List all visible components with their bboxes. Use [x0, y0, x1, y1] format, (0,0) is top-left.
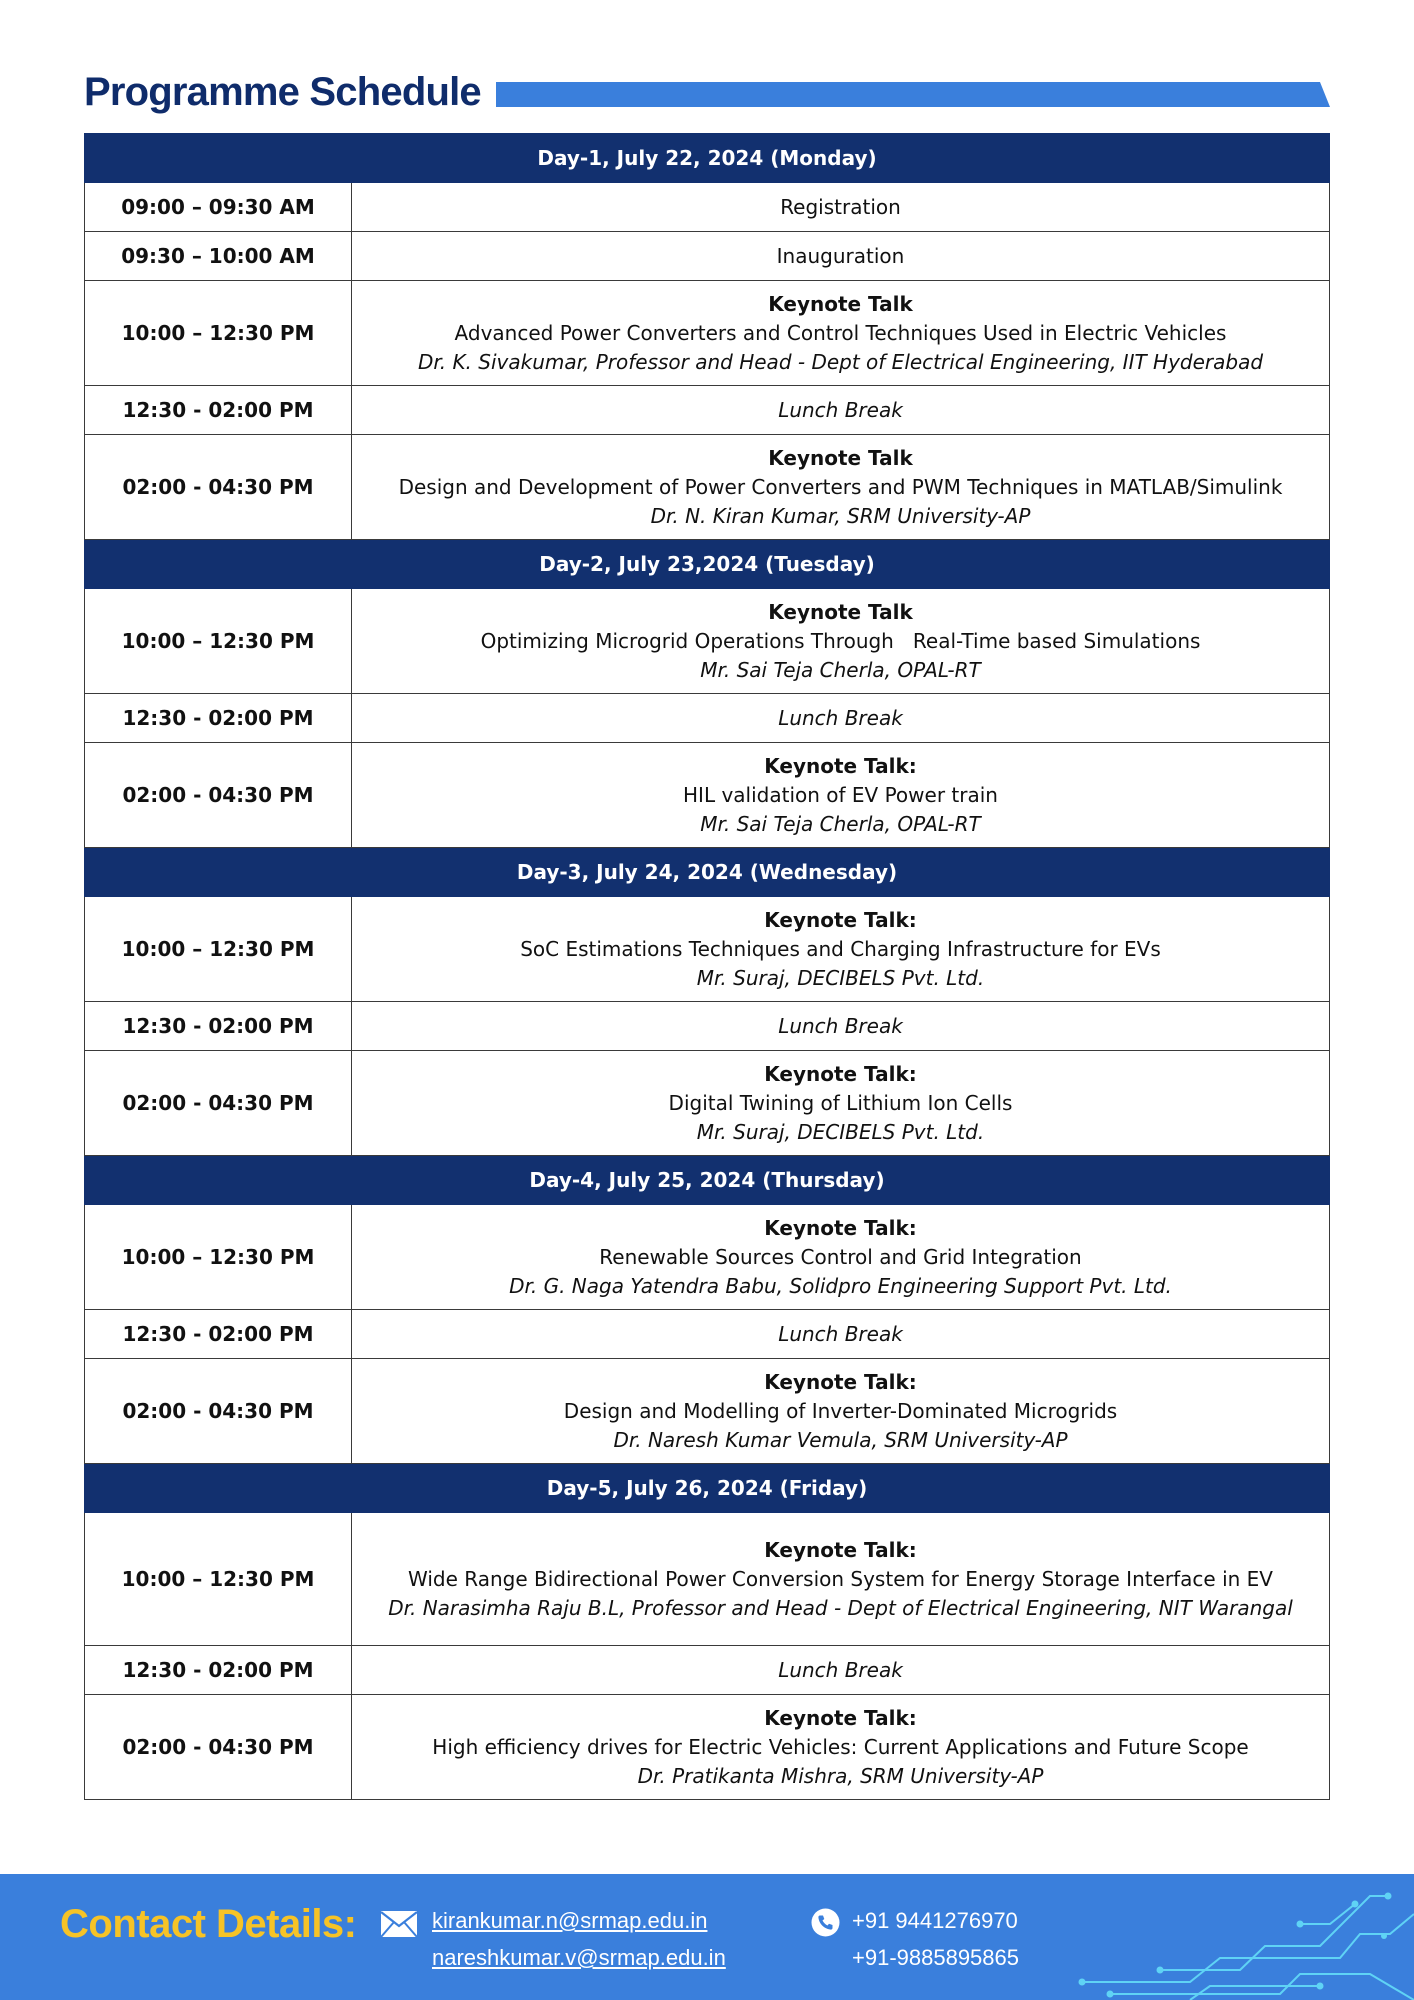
- day-header-row: [85, 1464, 1330, 1513]
- session-topic: Design and Modelling of Inverter-Dominated Microgrids: [563, 1398, 1118, 1423]
- session-row: [85, 183, 1330, 232]
- session-row: [85, 743, 1330, 848]
- session-time: 09:30 – 10:00 AM: [85, 232, 352, 281]
- day-header: Day-4, July 25, 2024 (Thursday): [85, 1156, 1330, 1205]
- session-row: [85, 1310, 1330, 1359]
- session-topic: Digital Twining of Lithium Ion Cells: [668, 1090, 1013, 1115]
- session-time: 02:00 - 04:30 PM: [85, 1695, 352, 1800]
- session-cell: [352, 232, 1330, 281]
- session-cell: [352, 1695, 1330, 1800]
- session-speaker: Dr. K. Sivakumar, Professor and Head - Dept of Electrical Engineering, IIT Hyderabad: [417, 349, 1264, 374]
- session-heading: Keynote Talk:: [764, 907, 917, 932]
- session-heading: Keynote Talk:: [764, 1369, 917, 1394]
- circuit-decoration: [1070, 1874, 1414, 2000]
- session-topic: HIL validation of EV Power train: [683, 782, 998, 807]
- title-accent-bar: [496, 82, 1330, 107]
- session-topic: Wide Range Bidirectional Power Conversion System for Energy Storage Interface in EV: [408, 1566, 1273, 1591]
- session-cell: [352, 1205, 1330, 1310]
- session-time: 10:00 – 12:30 PM: [85, 897, 352, 1002]
- session-cell: [352, 1051, 1330, 1156]
- session-cell: [352, 1310, 1330, 1359]
- session-row: [85, 1359, 1330, 1464]
- session-speaker: Dr. Naresh Kumar Vemula, SRM University-AP: [613, 1427, 1068, 1452]
- session-time: 02:00 - 04:30 PM: [85, 1051, 352, 1156]
- session-topic: SoC Estimations Techniques and Charging Infrastructure for EVs: [520, 936, 1161, 961]
- session-cell: [352, 1002, 1330, 1051]
- session-speaker: Dr. Narasimha Raju B.L, Professor and Head - Dept of Electrical Engineering, NIT Warangal: [388, 1595, 1293, 1620]
- session-time: 12:30 - 02:00 PM: [85, 1310, 352, 1359]
- session-text: Registration: [780, 194, 901, 219]
- session-speaker: Mr. Sai Teja Cherla, OPAL-RT: [700, 811, 981, 836]
- session-cell: [352, 435, 1330, 540]
- session-cell: [352, 897, 1330, 1002]
- page-title: Programme Schedule: [84, 70, 481, 114]
- session-time: 10:00 – 12:30 PM: [85, 281, 352, 386]
- session-speaker: Dr. N. Kiran Kumar, SRM University-AP: [650, 503, 1031, 528]
- session-time: 10:00 – 12:30 PM: [85, 589, 352, 694]
- lunch-break-text: Lunch Break: [778, 397, 903, 422]
- session-topic: Advanced Power Converters and Control Techniques Used in Electric Vehicles: [454, 320, 1227, 345]
- session-row: [85, 1051, 1330, 1156]
- session-heading: Keynote Talk:: [764, 1215, 917, 1240]
- lunch-break-text: Lunch Break: [778, 1321, 903, 1346]
- session-heading: Keynote Talk: [768, 445, 913, 470]
- session-speaker: Dr. Pratikanta Mishra, SRM University-AP: [637, 1763, 1044, 1788]
- session-time: 02:00 - 04:30 PM: [85, 743, 352, 848]
- session-row: [85, 281, 1330, 386]
- session-row: [85, 694, 1330, 743]
- session-time: 12:30 - 02:00 PM: [85, 694, 352, 743]
- session-cell: [352, 386, 1330, 435]
- phone-icon: [811, 1908, 840, 1937]
- session-cell: [352, 183, 1330, 232]
- session-heading: Keynote Talk:: [764, 1537, 917, 1562]
- day-header: Day-3, July 24, 2024 (Wednesday): [85, 848, 1330, 897]
- session-time: 10:00 – 12:30 PM: [85, 1205, 352, 1310]
- session-speaker: Mr. Suraj, DECIBELS Pvt. Ltd.: [696, 965, 985, 990]
- session-cell: [352, 1359, 1330, 1464]
- session-row: [85, 1205, 1330, 1310]
- session-row: [85, 1513, 1330, 1646]
- email-link[interactable]: kirankumar.n@srmap.edu.in: [432, 1908, 708, 1933]
- session-row: [85, 1002, 1330, 1051]
- session-heading: Keynote Talk:: [764, 1705, 917, 1730]
- day-header: Day-2, July 23,2024 (Tuesday): [85, 540, 1330, 589]
- session-row: [85, 232, 1330, 281]
- session-cell: [352, 1513, 1330, 1646]
- session-cell: [352, 1646, 1330, 1695]
- lunch-break-text: Lunch Break: [778, 1657, 903, 1682]
- day-header-row: [85, 134, 1330, 183]
- session-time: 02:00 - 04:30 PM: [85, 435, 352, 540]
- session-speaker: Mr. Suraj, DECIBELS Pvt. Ltd.: [696, 1119, 985, 1144]
- email-link[interactable]: nareshkumar.v@srmap.edu.in: [432, 1945, 726, 1970]
- day-header-row: [85, 540, 1330, 589]
- contact-footer: [0, 1874, 1414, 2000]
- session-time: 09:00 – 09:30 AM: [85, 183, 352, 232]
- phone-number: +91-9885895865: [852, 1945, 1019, 1970]
- session-time: 12:30 - 02:00 PM: [85, 386, 352, 435]
- page-header: [84, 66, 1330, 118]
- session-speaker: Dr. G. Naga Yatendra Babu, Solidpro Engineering Support Pvt. Ltd.: [509, 1273, 1172, 1298]
- session-text: Inauguration: [776, 243, 905, 268]
- day-header-row: [85, 848, 1330, 897]
- session-cell: [352, 281, 1330, 386]
- session-topic: High efficiency drives for Electric Vehicles: Current Applications and Future Scope: [432, 1734, 1249, 1759]
- session-heading: Keynote Talk:: [764, 1061, 917, 1086]
- mail-icon: [380, 1910, 418, 1938]
- email-list: [432, 1902, 726, 1976]
- phone-list: [852, 1902, 1019, 1976]
- day-header: Day-1, July 22, 2024 (Monday): [85, 134, 1330, 183]
- session-topic: Optimizing Microgrid Operations Through Real-Time based Simulations: [480, 628, 1201, 653]
- session-cell: [352, 589, 1330, 694]
- session-row: [85, 1646, 1330, 1695]
- session-heading: Keynote Talk: [768, 291, 913, 316]
- session-topic: Renewable Sources Control and Grid Integration: [599, 1244, 1082, 1269]
- session-cell: [352, 743, 1330, 848]
- session-row: [85, 435, 1330, 540]
- session-row: [85, 386, 1330, 435]
- lunch-break-text: Lunch Break: [778, 1013, 903, 1038]
- phone-number: +91 9441276970: [852, 1908, 1018, 1933]
- schedule-table: [84, 133, 1330, 1800]
- session-row: [85, 1695, 1330, 1800]
- session-time: 02:00 - 04:30 PM: [85, 1359, 352, 1464]
- session-cell: [352, 694, 1330, 743]
- lunch-break-text: Lunch Break: [778, 705, 903, 730]
- session-speaker: Mr. Sai Teja Cherla, OPAL-RT: [700, 657, 981, 682]
- session-heading: Keynote Talk: [768, 599, 913, 624]
- day-header: Day-5, July 26, 2024 (Friday): [85, 1464, 1330, 1513]
- session-row: [85, 589, 1330, 694]
- day-header-row: [85, 1156, 1330, 1205]
- session-time: 12:30 - 02:00 PM: [85, 1646, 352, 1695]
- session-topic: Design and Development of Power Converters and PWM Techniques in MATLAB/Simulink: [398, 474, 1283, 499]
- session-heading: Keynote Talk:: [764, 753, 917, 778]
- session-time: 10:00 – 12:30 PM: [85, 1513, 352, 1646]
- contact-title: Contact Details:: [60, 1902, 357, 1946]
- session-row: [85, 897, 1330, 1002]
- session-time: 12:30 - 02:00 PM: [85, 1002, 352, 1051]
